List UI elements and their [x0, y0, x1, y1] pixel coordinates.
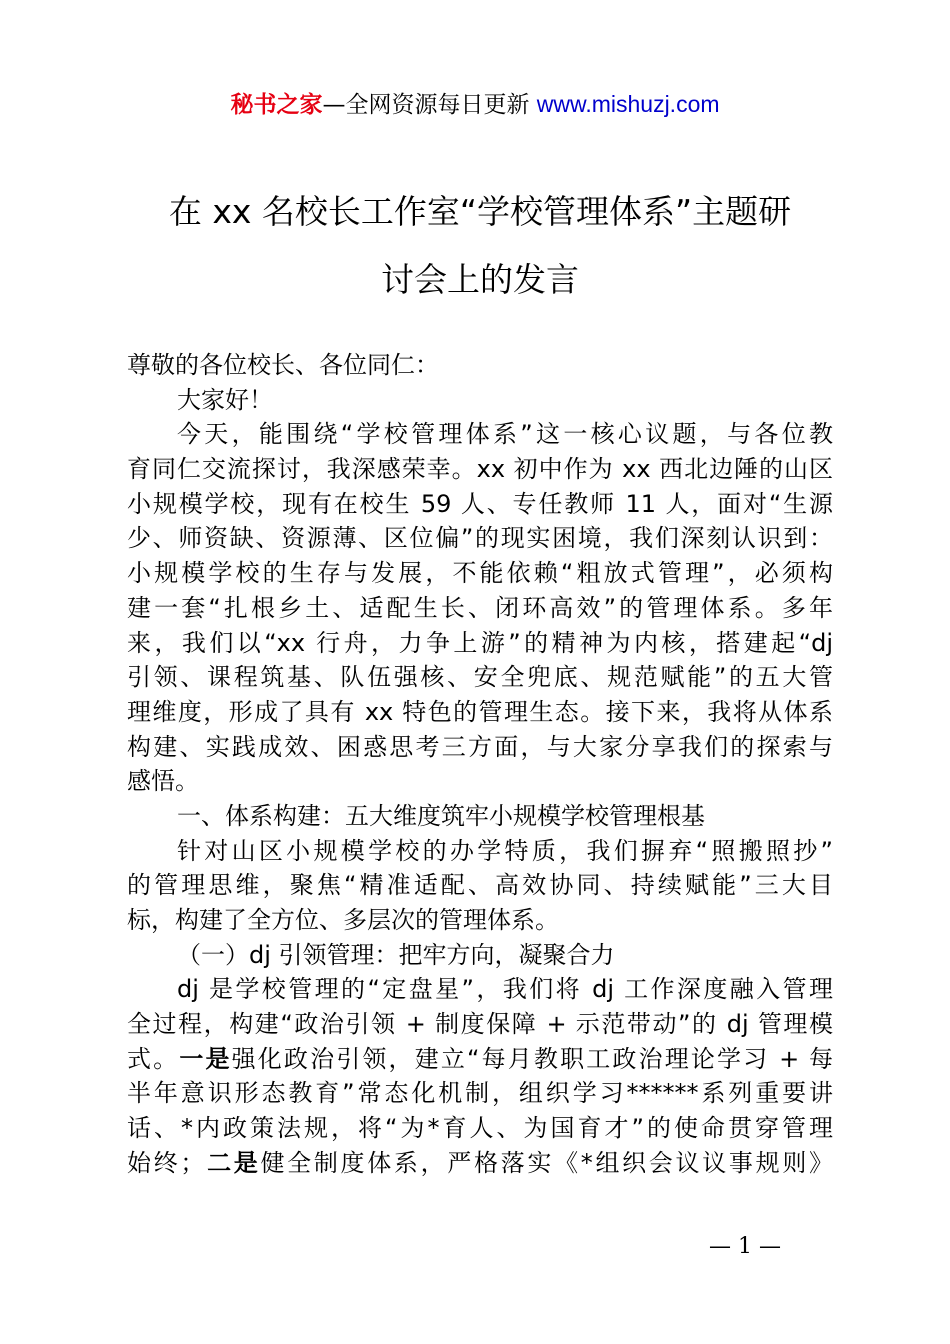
text-segment: 今天，能围绕“学校管理体系”这一核心议题，与各位教: [177, 420, 833, 449]
text-line: [127, 591, 833, 626]
text-segment: 健全制度体系，严格落实《*组织会议议事规则》: [260, 1148, 834, 1177]
site-header: [0, 88, 950, 121]
page-number: — 1 —: [709, 1234, 781, 1259]
text-line: [127, 487, 833, 522]
text-segment: 感悟。: [127, 767, 199, 796]
text-line: [127, 452, 833, 487]
text-segment: 育同仁交流探讨，我深感荣幸。xx 初中作为 xx 西北边陲的山区: [127, 455, 833, 484]
text-segment: 始终；: [127, 1148, 205, 1177]
text-segment: 小规模学校，现有在校生 59 人、专任教师 11 人，面对“生源: [127, 489, 833, 518]
document-title-line-2: 讨会上的发言: [381, 260, 579, 299]
header-tagline: —全网资源每日更新: [322, 92, 537, 118]
text-line: [127, 1042, 833, 1077]
text-segment: 话、*内政策法规，将“为*育人、为国育才”的使命贯穿管理: [127, 1114, 833, 1143]
text-line: [127, 972, 833, 1007]
text-line: [127, 868, 833, 903]
text-line: [127, 695, 833, 730]
text-line: [127, 626, 833, 661]
text-segment: 大家好！: [177, 385, 273, 414]
text-line: [127, 383, 833, 418]
text-line: [127, 348, 833, 383]
text-line: [127, 1111, 833, 1146]
text-segment: 理维度，形成了具有 xx 特色的管理生态。接下来，我将从体系: [127, 697, 833, 726]
text-line: [127, 764, 833, 799]
text-line: [127, 417, 833, 452]
text-segment: 尊敬的各位校长、各位同仁：: [127, 351, 439, 379]
text-segment: 少、师资缺、资源薄、区位偏”的现实困境，我们深刻认识到：: [127, 524, 833, 553]
text-segment: 强化政治引领，建立“每月教职工政治理论学习 + 每: [231, 1044, 833, 1073]
text-segment: 全过程，构建“政治引领 + 制度保障 + 示范带动”的 dj 管理模: [127, 1010, 833, 1039]
text-line: [127, 903, 833, 938]
text-segment: 构建、实践成效、困惑思考三方面，与大家分享我们的探索与: [127, 732, 833, 761]
text-segment: dj 是学校管理的“定盘星”，我们将 dj 工作深度融入管理: [177, 975, 833, 1004]
text-line: [127, 1076, 833, 1111]
text-line: [127, 730, 833, 765]
text-line: [127, 938, 833, 973]
text-segment: 引领、课程筑基、队伍强核、安全兜底、规范赋能”的五大管: [127, 663, 833, 692]
text-segment: 针对山区小规模学校的办学特质，我们摒弃“照搬照抄”: [177, 836, 833, 865]
text-line: [127, 521, 833, 556]
text-segment: 来，我们以“xx 行舟，力争上游”的精神为内核，搭建起“dj: [127, 628, 833, 657]
text-segment: 的管理思维，聚焦“精准适配、高效协同、持续赋能”三大目: [127, 871, 833, 900]
document-title-line-1: 在 xx 名校长工作室“学校管理体系”主题研: [168, 192, 792, 231]
brand-name: 秘书之家: [230, 92, 323, 118]
text-line: [127, 799, 833, 834]
bold-text: 二是: [204, 1148, 261, 1177]
text-line: [127, 660, 833, 695]
site-url-link[interactable]: www.mishuzj.com: [536, 91, 720, 117]
text-line: [127, 834, 833, 869]
document-body: [127, 348, 833, 1181]
text-line: [127, 1146, 833, 1181]
text-line: [127, 1007, 833, 1042]
text-line: [127, 556, 833, 591]
text-segment: 一、体系构建：五大维度筑牢小规模学校管理根基: [177, 801, 705, 830]
text-segment: 标，构建了全方位、多层次的管理体系。: [127, 906, 559, 934]
text-segment: 式。: [127, 1044, 180, 1073]
text-segment: （一）dj 引领管理：把牢方向，凝聚合力: [177, 940, 615, 969]
text-segment: 小规模学校的生存与发展，不能依赖“粗放式管理”，必须构: [127, 559, 833, 588]
text-segment: 建一套“扎根乡土、适配生长、闭环高效”的管理体系。多年: [127, 593, 833, 622]
text-segment: 半年意识形态教育”常态化机制，组织学习******系列重要讲: [127, 1079, 833, 1108]
bold-text: 一是: [179, 1044, 232, 1073]
